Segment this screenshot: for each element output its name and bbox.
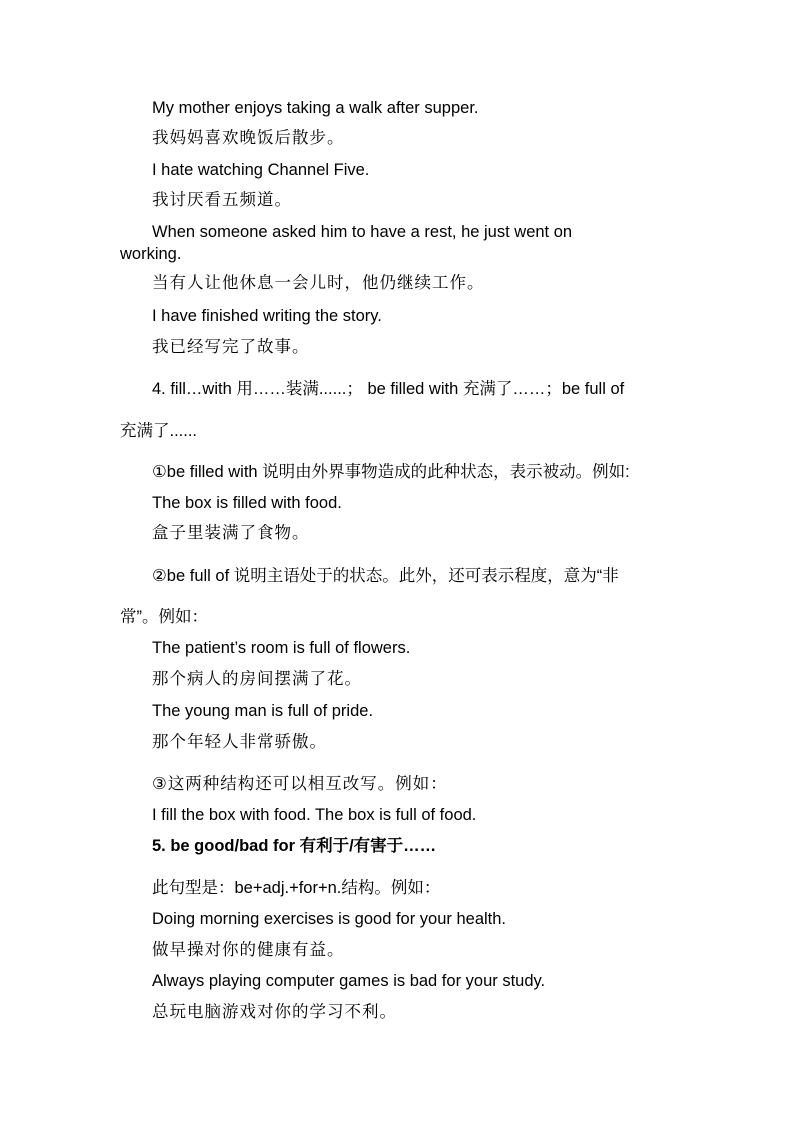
example-sentence-zh: 那个病人的房间摆满了花。 <box>152 670 362 688</box>
example-sentence-zh: 我讨厌看五频道。 <box>152 191 292 209</box>
example-sentence-zh: 我已经写完了故事。 <box>152 338 310 356</box>
example-sentence-en: The patient’s room is full of flowers. <box>152 639 411 657</box>
explanation-note: ①be filled with 说明由外界事物造成的此种状态，表示被动。例如: <box>152 463 630 481</box>
example-sentence-en: Always playing computer games is bad for your study. <box>152 972 546 990</box>
example-sentence-en: I have finished writing the story. <box>152 307 382 325</box>
example-sentence-zh: 盒子里装满了食物。 <box>152 524 310 542</box>
example-sentence-zh: 做早操对你的健康有益。 <box>152 941 345 959</box>
example-sentence-en: Doing morning exercises is good for your health. <box>152 910 507 928</box>
section-heading-4-cont: 充满了...... <box>120 422 198 440</box>
example-sentence-zh: 我妈妈喜欢晚饭后散步。 <box>152 129 345 147</box>
example-sentence-en: The box is filled with food. <box>152 494 342 512</box>
example-sentence-zh: 当有人让他休息一会儿时，他仍继续工作。 <box>152 274 485 292</box>
explanation-note: ②be full of 说明主语处于的状态。此外，还可表示程度，意为“非 <box>152 567 619 585</box>
section-heading-5: 5. be good/bad for 有利于/有害于…… <box>152 837 437 855</box>
explanation-note: 此句型是：be+adj.+for+n.结构。例如： <box>152 879 441 897</box>
example-sentence-en: The young man is full of pride. <box>152 702 374 720</box>
example-sentence-en: I fill the box with food. The box is full of food. <box>152 806 477 824</box>
example-sentence-en: When someone asked him to have a rest, he just went on working. <box>120 223 573 263</box>
example-sentence-en: My mother enjoys taking a walk after supper. <box>152 99 479 117</box>
section-heading-4: 4. fill…with 用……装满......； be filled with 充满了……；be full of <box>152 380 625 398</box>
example-sentence-zh: 总玩电脑游戏对你的学习不利。 <box>152 1003 397 1021</box>
example-sentence-zh: 那个年轻人非常骄傲。 <box>152 733 327 751</box>
explanation-note: ③这两种结构还可以相互改写。例如： <box>152 775 448 793</box>
example-sentence-en: I hate watching Channel Five. <box>152 161 370 179</box>
explanation-note-cont: 常”。例如： <box>120 608 208 626</box>
